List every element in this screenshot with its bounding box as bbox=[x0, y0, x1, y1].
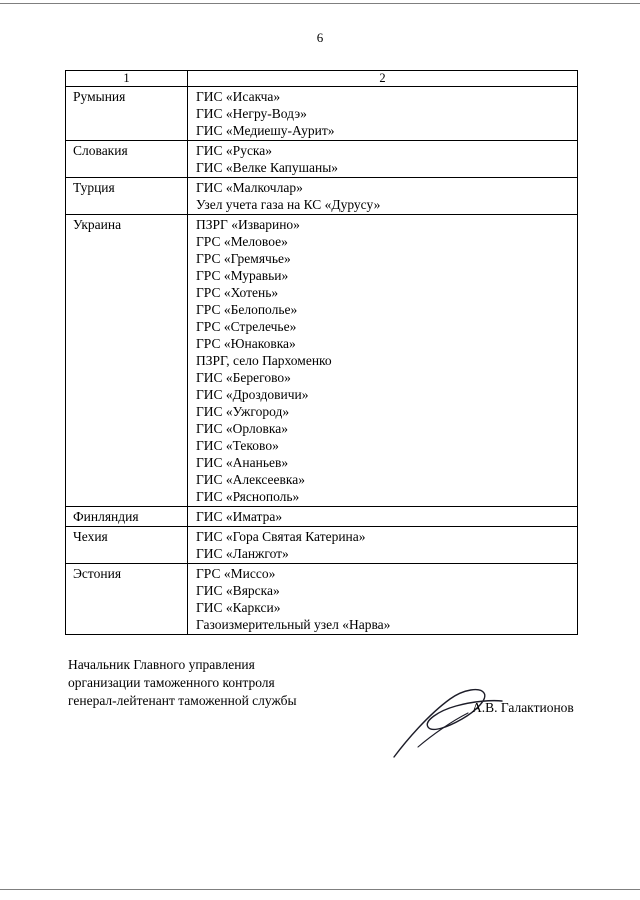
station-line: ГРС «Миссо» bbox=[196, 566, 276, 581]
station-line: ГИС «Гора Святая Катерина» bbox=[196, 529, 366, 544]
stations-cell bbox=[188, 87, 578, 141]
station-line: ГРС «Стрелечье» bbox=[196, 319, 297, 334]
station-line: ГИС «Орловка» bbox=[196, 421, 288, 436]
station-line: ГРС «Белополье» bbox=[196, 302, 298, 317]
country-cell: Румыния bbox=[66, 87, 188, 141]
station-line: ГИС «Медиешу-Аурит» bbox=[196, 123, 335, 138]
country-table-body bbox=[66, 87, 578, 635]
stations-cell bbox=[188, 141, 578, 178]
station-line: ГРС «Меловое» bbox=[196, 234, 288, 249]
station-line: ГИС «Теково» bbox=[196, 438, 279, 453]
station-line: ГИС «Вярска» bbox=[196, 583, 280, 598]
table-row bbox=[66, 141, 578, 178]
scan-artifact-bottom-line bbox=[0, 889, 640, 890]
station-line: ГИС «Ланжгот» bbox=[196, 546, 289, 561]
stations-cell bbox=[188, 507, 578, 527]
station-line: ГИС «Исакча» bbox=[196, 89, 281, 104]
station-line: ГИС «Негру-Водэ» bbox=[196, 106, 307, 121]
country-cell: Словакия bbox=[66, 141, 188, 178]
page-number: 6 bbox=[316, 30, 324, 45]
station-line: Узел учета газа на КС «Дурусу» bbox=[196, 197, 381, 212]
closing-line: Начальник Главного управления bbox=[68, 657, 255, 672]
border-crossings-table bbox=[65, 70, 578, 635]
station-line: ГИС «Руска» bbox=[196, 143, 273, 158]
station-line: ПЗРГ «Изварино» bbox=[196, 217, 300, 232]
closing-line: генерал-лейтенант таможенной службы bbox=[68, 693, 297, 708]
stations-cell bbox=[188, 215, 578, 507]
table-row bbox=[66, 215, 578, 507]
stations-cell bbox=[188, 564, 578, 635]
station-line: ГИС «Малкочлар» bbox=[196, 180, 303, 195]
country-cell: Турция bbox=[66, 178, 188, 215]
station-line: Газоизмерительный узел «Нарва» bbox=[196, 617, 391, 632]
handwritten-signature bbox=[388, 685, 513, 763]
country-cell: Финляндия bbox=[66, 507, 188, 527]
signer-name: А.В. Галактионов bbox=[472, 700, 574, 715]
station-line: ГИС «Ужгород» bbox=[196, 404, 290, 419]
station-line: ГИС «Дроздовичи» bbox=[196, 387, 309, 402]
station-line: ГРС «Юнаковка» bbox=[196, 336, 296, 351]
station-line: ГИС «Алексеевка» bbox=[196, 472, 305, 487]
table-header-row bbox=[66, 71, 578, 87]
country-cell: Украина bbox=[66, 215, 188, 507]
station-line: ГИС «Ананьев» bbox=[196, 455, 289, 470]
table-row bbox=[66, 564, 578, 635]
stations-cell bbox=[188, 527, 578, 564]
table-row bbox=[66, 527, 578, 564]
station-line: ГИС «Берегово» bbox=[196, 370, 291, 385]
table-row bbox=[66, 178, 578, 215]
country-cell: Чехия bbox=[66, 527, 188, 564]
station-line: ГИС «Каркси» bbox=[196, 600, 281, 615]
station-line: ПЗРГ, село Пархоменко bbox=[196, 353, 332, 368]
station-line: ГИС «Иматра» bbox=[196, 509, 283, 524]
station-line: ГРС «Муравьи» bbox=[196, 268, 289, 283]
column-header-2: 2 bbox=[188, 71, 578, 87]
station-line: ГРС «Хотень» bbox=[196, 285, 279, 300]
table-row bbox=[66, 507, 578, 527]
closing-block bbox=[68, 656, 398, 710]
station-line: ГИС «Ряснополь» bbox=[196, 489, 300, 504]
scan-artifact-top-line bbox=[0, 3, 640, 4]
station-line: ГИС «Велке Капушаны» bbox=[196, 160, 339, 175]
closing-line: организации таможенного контроля bbox=[68, 675, 275, 690]
station-line: ГРС «Гремячье» bbox=[196, 251, 291, 266]
column-header-1: 1 bbox=[66, 71, 188, 87]
stations-cell bbox=[188, 178, 578, 215]
table-row bbox=[66, 87, 578, 141]
country-cell: Эстония bbox=[66, 564, 188, 635]
